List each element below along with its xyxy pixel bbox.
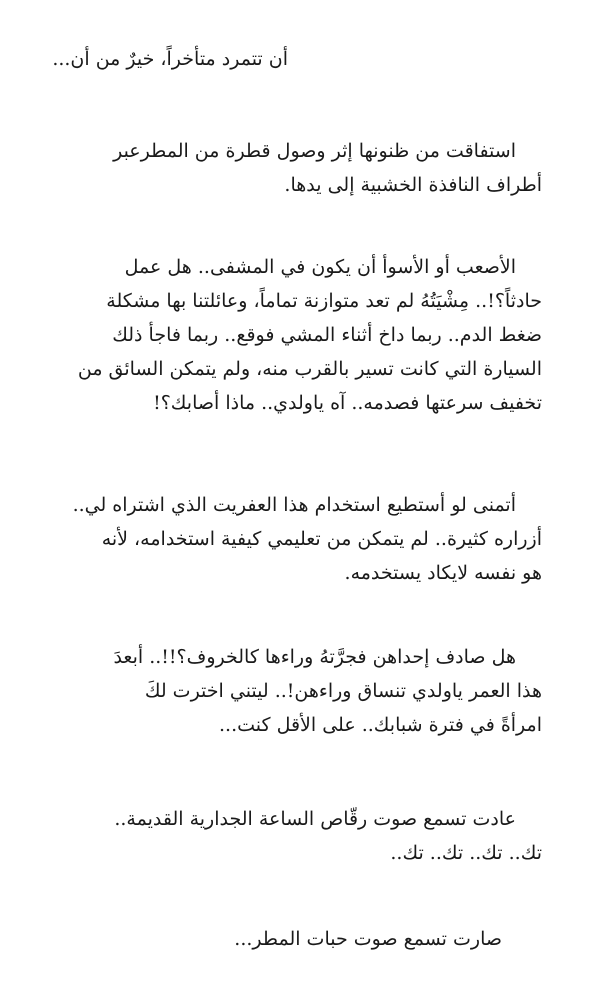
paragraph-closing [234, 922, 502, 956]
text-line: أن تتمرد متأخراً، خيرٌ من أن... [52, 48, 288, 70]
text-line: هو نفسه لايكاد يستخدمه. [344, 562, 542, 584]
text-line: السيارة التي كانت تسير بالقرب منه، ولم يتمكن السائق من [77, 358, 542, 380]
text-line: هذا العمر ياولدي تنساق وراءهن!.. ليتني اخترت لكَ [144, 680, 542, 702]
text-line: تك.. تك.. تك.. تك.. [390, 842, 542, 864]
text-line: استفاقت من ظنونها إثر وصول قطرة من المطرعبر [113, 140, 516, 162]
paragraph-4 [42, 640, 542, 742]
paragraph-1 [42, 134, 542, 202]
text-line: حادثاً؟!.. مِشْيَتُهُ لم تعد متوازنة تماماً، وعائلتنا بها مشكلة [106, 290, 542, 312]
paragraph-3 [42, 488, 542, 590]
paragraph-opening [52, 42, 288, 76]
text-line: أزراره كثيرة.. لم يتمكن من تعليمي كيفية استخدامه، لأنه [101, 528, 542, 550]
text-line: عادت تسمع صوت رقّاص الساعة الجدارية القديمة.. [114, 808, 516, 830]
text-line: امرأةً في فترة شبابك.. على الأقل كنت... [218, 714, 542, 736]
text-line: هل صادف إحداهن فجرَّتهُ وراءها كالخروف؟!!.. أبعدَ [113, 646, 516, 668]
text-line: أطراف النافذة الخشبية إلى يدها. [284, 174, 542, 196]
text-line: الأصعب أو الأسوأ أن يكون في المشفى.. هل عمل [124, 256, 516, 278]
text-line: تخفيف سرعتها فصدمه.. آه ياولدي.. ماذا أصابك؟! [153, 392, 542, 414]
text-line: ضغط الدم.. ربما داخ أثناء المشي فوقع.. ربما فاجأ ذلك [112, 324, 542, 346]
paragraph-2 [42, 250, 542, 420]
paragraph-5 [42, 802, 542, 870]
text-line: أتمنى لو أستطيع استخدام هذا العفريت الذي اشتراه لي.. [72, 494, 516, 516]
text-line: صارت تسمع صوت حبات المطر... [234, 928, 502, 950]
